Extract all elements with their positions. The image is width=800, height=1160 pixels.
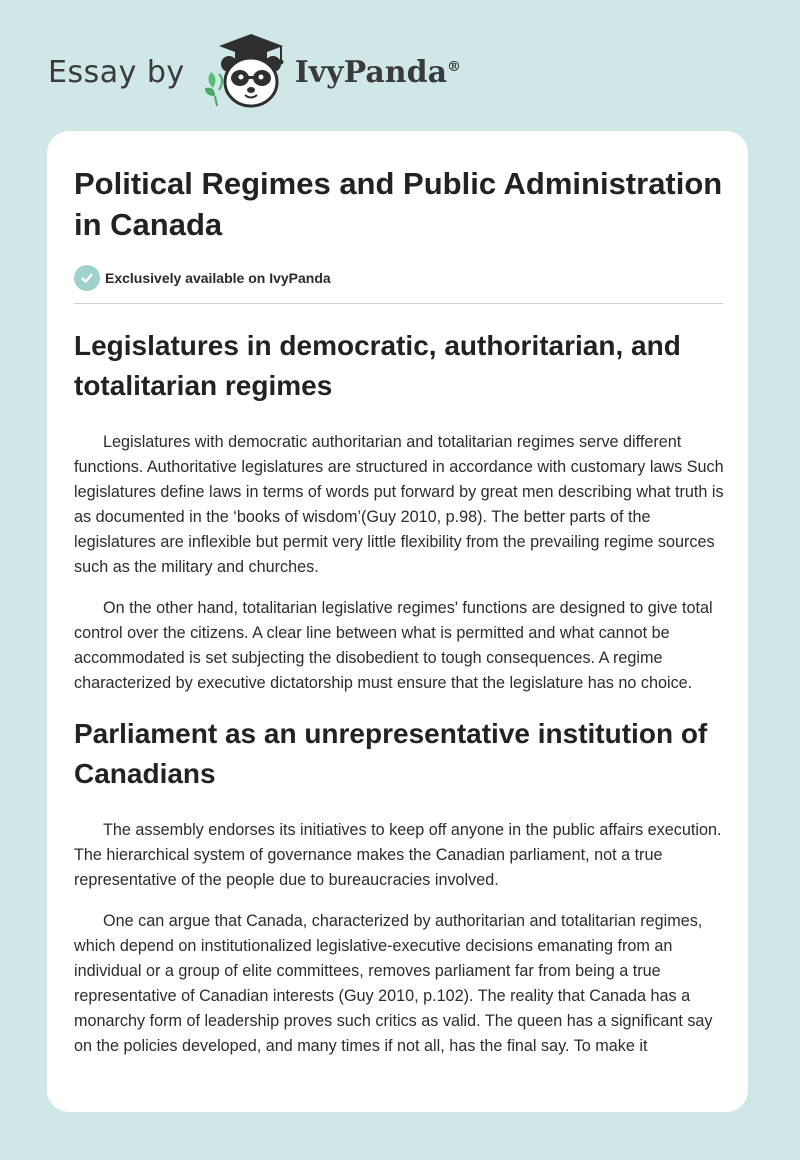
paragraph: The assembly endorses its initiatives to keep off anyone in the public affairs execution. The hierarchical system of governance makes the Canadian parliament, not a true representative of the people due to bureaucracies involved. — [74, 821, 722, 889]
badge-text: Exclusively available on IvyPanda — [105, 270, 331, 286]
exclusive-badge — [74, 265, 724, 291]
essay-card — [47, 131, 748, 1112]
brand-name[interactable] — [295, 55, 461, 90]
page-title: Political Regimes and Public Administration in Canada — [74, 166, 723, 242]
brand-text: IvyPanda — [294, 54, 448, 90]
paragraph: Legislatures with democratic authoritarian and totalitarian regimes serve different functions. Authoritative legislatures are structured in accordance with customary laws Such legislatures define laws in terms of words put forward by great men describing what truth is as documented in the ‘books of wisdom’(Guy 2010, p.98). The better parts of the legislatures are inflexible but permit very little flexibility from the prevailing regime sources such as the military and churches. — [74, 433, 724, 576]
essay-by-label: Essay by — [48, 54, 185, 90]
essay-content — [74, 163, 724, 1059]
check-icon — [74, 265, 100, 291]
paragraph: On the other hand, totalitarian legislative regimes' functions are designed to give total control over the citizens. A clear line between what is permitted and what cannot be accommodated is set subjecting the disobedient to tough consequences. A regime characterized by executive dictatorship must ensure that the legislature has no choice. — [74, 599, 713, 692]
site-header — [48, 32, 461, 112]
section-heading: Legislatures in democratic, authoritarian, and totalitarian regimes — [74, 330, 681, 401]
divider — [74, 303, 723, 304]
section-heading: Parliament as an unrepresentative institution of Canadians — [74, 718, 708, 789]
registered-mark: ® — [447, 58, 462, 75]
panda-logo-icon[interactable] — [199, 32, 289, 112]
paragraph: One can argue that Canada, characterized by authoritarian and totalitarian regimes, which depend on institutionalized legislative-executive decisions emanating from an individual or a group of elite committees, removes parliament far from being a true representative of Canadian interests (Guy 2010, p.102). The reality that Canada has a monarchy form of leadership proves such critics as valid. The queen has a significant say on the policies developed, and many times if not all, has the final say. To make it — [74, 912, 713, 1055]
